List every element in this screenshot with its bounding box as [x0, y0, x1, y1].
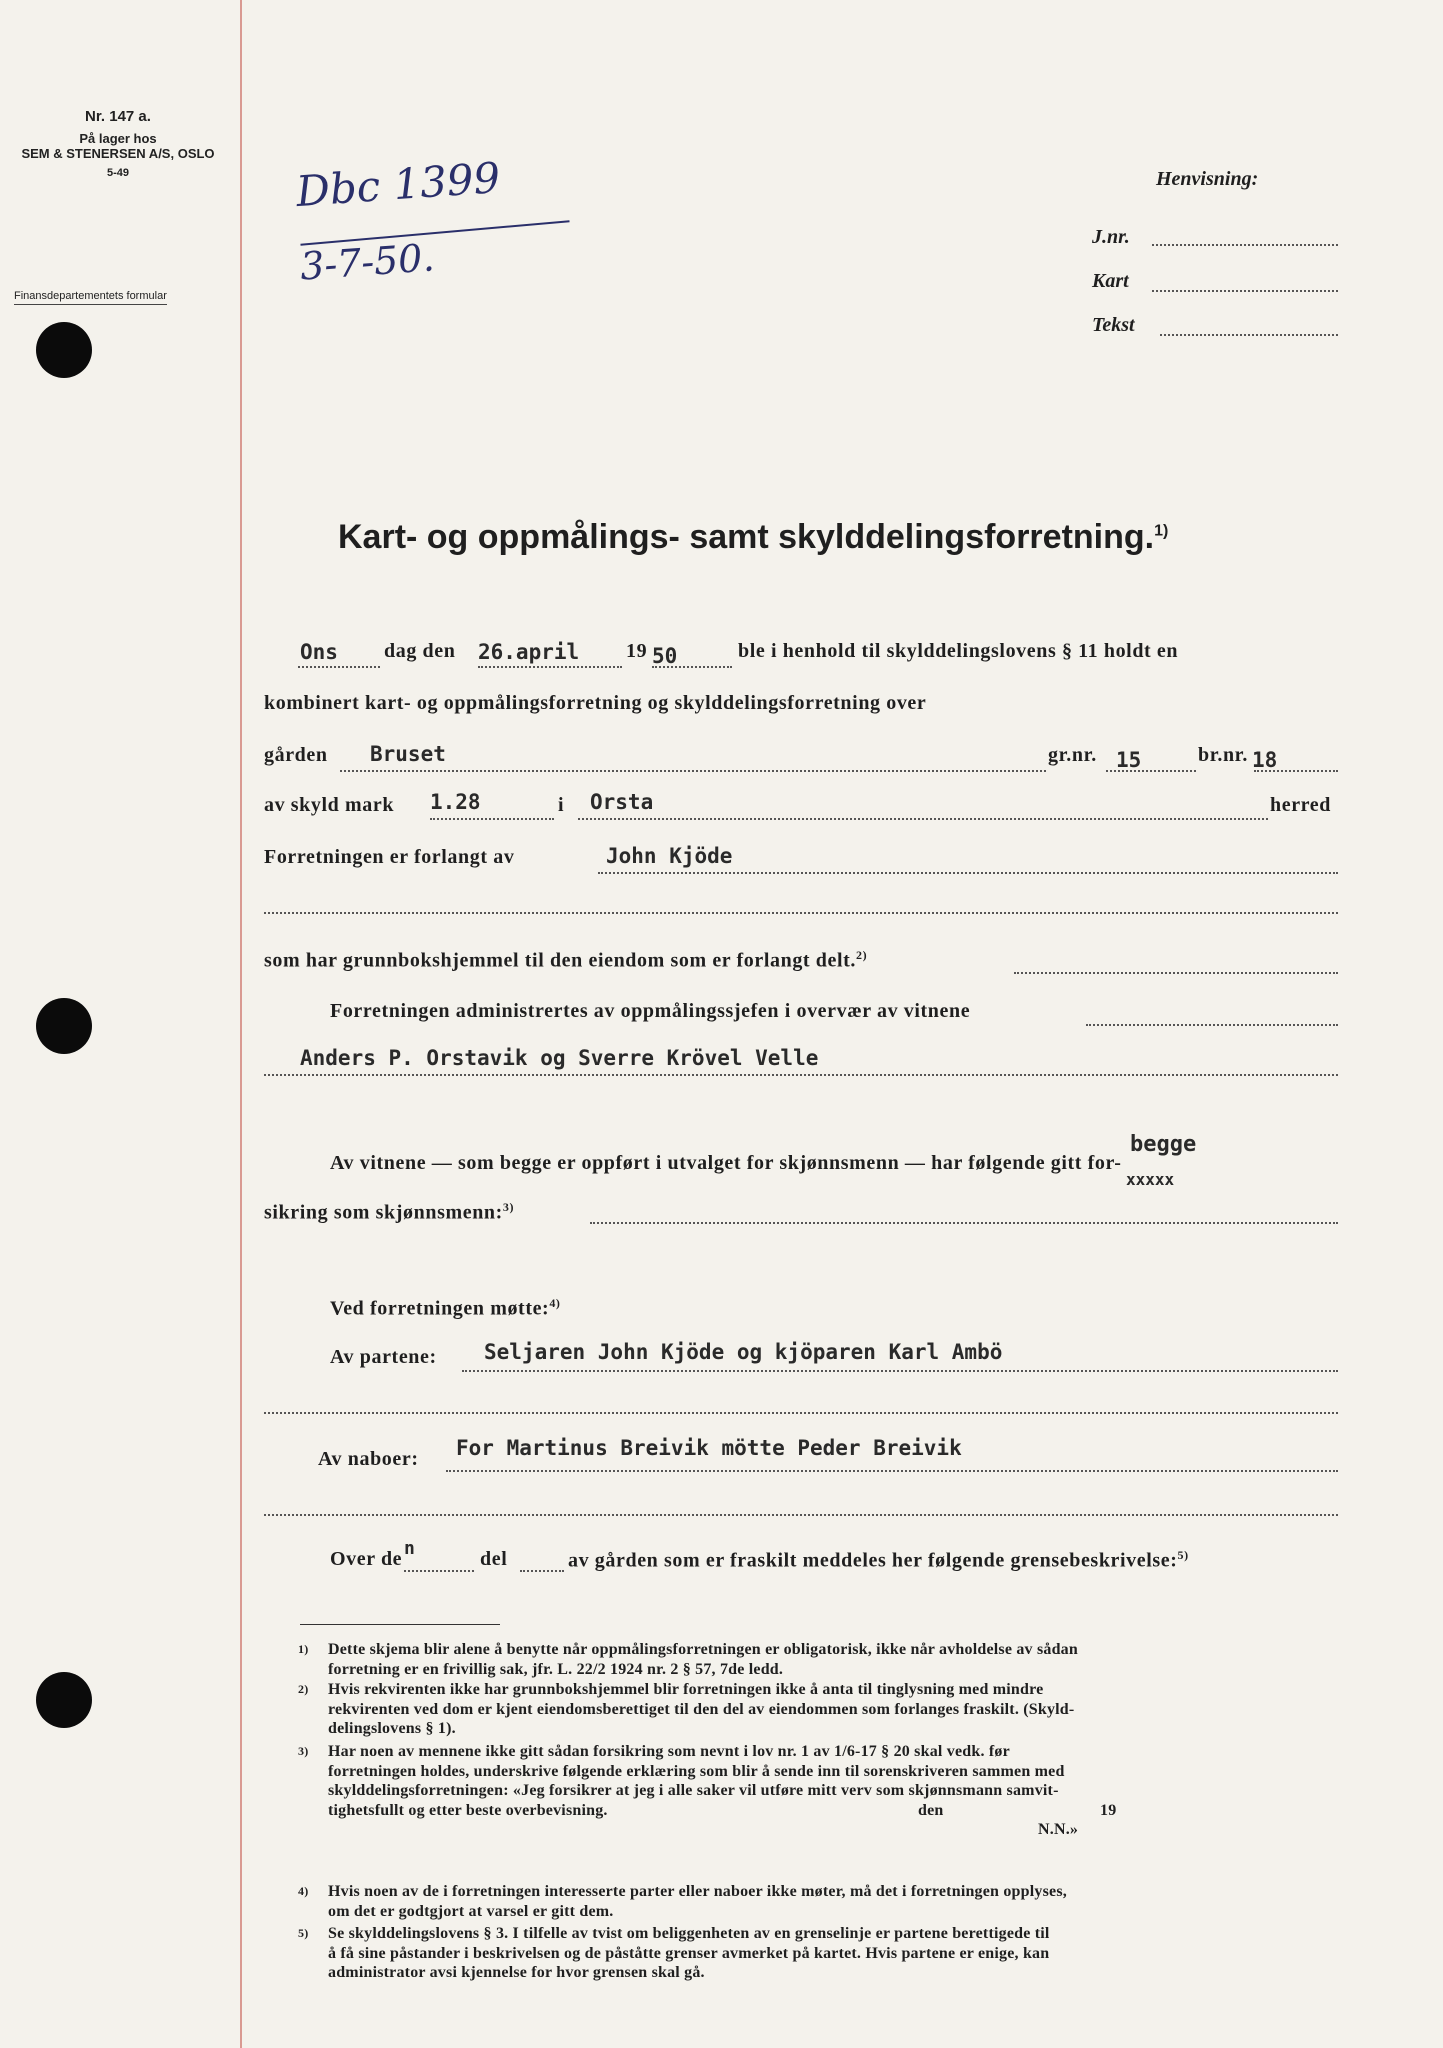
- binder-hole-middle: [36, 998, 92, 1054]
- sign-nn: N.N.»: [1038, 1821, 1079, 1838]
- year-field: [652, 666, 732, 668]
- del-label: del: [480, 1548, 508, 1570]
- footnote-line-sign: [328, 1801, 1338, 1821]
- title-text: Kart- og oppmålings- samt skylddelingsforretning.: [338, 518, 1155, 556]
- footnote-rule: [300, 1624, 500, 1625]
- reference-heading: Henvisning:: [1156, 168, 1259, 190]
- form-number: Nr. 147 a.: [85, 108, 151, 125]
- footnote-4: [298, 1882, 1338, 1921]
- vitner-line2: [264, 1200, 514, 1225]
- footnote-number: 2): [298, 1682, 309, 1696]
- footnote-line: skylddelingsforretningen: «Jeg forsikrer at jeg i alle saker vil utføre mitt verv som skjønnsmann samvit-: [328, 1782, 1059, 1799]
- requested-field-2[interactable]: [264, 912, 1338, 914]
- requested-field: [598, 872, 1338, 874]
- farm-field: [340, 770, 1046, 772]
- binder-hole-bottom: [36, 1672, 92, 1728]
- over-rest: [568, 1548, 1189, 1573]
- footnote-line: Se skylddelingslovens § 3. I tilfelle av tvist om beliggenheten av en grenselinje er partene berettigede til: [328, 1925, 1050, 1942]
- footnote-5: [298, 1924, 1338, 1983]
- sign-den: den: [918, 1801, 944, 1819]
- tekst-field[interactable]: [1160, 334, 1338, 336]
- skyld-label: av skyld mark: [264, 794, 395, 816]
- vitner-strike: xxxxx: [1126, 1170, 1175, 1189]
- over-value[interactable]: n: [404, 1538, 415, 1559]
- herred-field: [578, 818, 1268, 820]
- grnr-value[interactable]: 15: [1116, 748, 1142, 772]
- brnr-label: br.nr.: [1198, 744, 1248, 766]
- footnote-line: forretningen holdes, underskrive følgende erklæring som blir å sende inn til sorenskriveren sammen med: [328, 1762, 1065, 1780]
- kart-field[interactable]: [1152, 290, 1338, 292]
- footnote-line: Har noen av mennene ikke gitt sådan forsikring som nevnt i lov nr. 1 av 1/6-17 § 20 skal vedk. før: [328, 1743, 1010, 1760]
- farm-label: gården: [264, 744, 328, 766]
- neighbours-label: Av naboer:: [318, 1448, 419, 1470]
- herred-label: herred: [1270, 794, 1331, 816]
- met-text: [330, 1296, 561, 1321]
- vitner-line1: Av vitnene — som begge er oppført i utvalget for skjønnsmenn — har følgende gitt for-: [330, 1152, 1122, 1174]
- footnote-line: om det er godtgjort at varsel er gitt dem.: [328, 1902, 614, 1920]
- parties-label: Av partene:: [330, 1346, 437, 1368]
- witnesses-value[interactable]: Anders P. Orstavik og Sverre Krövel Velle: [300, 1046, 819, 1070]
- year-prefix: 19: [626, 640, 648, 662]
- met-label: Ved forretningen møtte:: [330, 1297, 550, 1320]
- title-note: 1): [1154, 522, 1169, 540]
- grnr-field: [1106, 770, 1196, 772]
- brnr-field: [1254, 770, 1338, 772]
- footnote-line: Hvis rekvirenten ikke har grunnbokshjemmel blir forretningen ikke å anta til tinglysning med mindre: [328, 1681, 1044, 1698]
- edition: 5-49: [106, 167, 130, 179]
- margin-rule: [240, 0, 242, 2048]
- herred-value[interactable]: Orsta: [590, 790, 654, 814]
- year-value[interactable]: 50: [652, 644, 678, 668]
- footnote-number: 4): [298, 1884, 309, 1898]
- day-value[interactable]: Ons: [300, 640, 338, 664]
- date-field: [478, 666, 622, 668]
- requested-label: Forretningen er forlangt av: [264, 846, 515, 868]
- footnote-number: 5): [298, 1926, 309, 1940]
- requested-value[interactable]: John Kjöde: [606, 844, 733, 868]
- farm-value[interactable]: Bruset: [370, 742, 446, 766]
- witnesses-field: [264, 1074, 1338, 1076]
- admin-field: [1086, 1024, 1338, 1026]
- parties-field-2[interactable]: [264, 1412, 1338, 1414]
- grunnbok-text: [264, 948, 867, 973]
- neighbours-field: [446, 1470, 1338, 1472]
- vitner-note: 3): [502, 1200, 515, 1214]
- grunnbok-note: 2): [856, 948, 868, 962]
- grunnbok-field[interactable]: [1014, 972, 1338, 974]
- kart-label: Kart: [1092, 270, 1129, 292]
- day-label: dag den: [384, 640, 456, 662]
- footnote-line: tighetsfullt og etter beste overbevisning.: [328, 1801, 608, 1819]
- del-field[interactable]: [520, 1570, 564, 1572]
- skyld-field: [430, 818, 554, 820]
- skyld-value[interactable]: 1.28: [430, 790, 481, 814]
- parties-value[interactable]: Seljaren John Kjöde og kjöparen Karl Ambö: [484, 1340, 1003, 1364]
- met-note: 4): [549, 1296, 561, 1310]
- neighbours-field-2[interactable]: [264, 1514, 1338, 1516]
- footnote-line: administrator avsi kjennelse for hvor grensen skal gå.: [328, 1964, 705, 1981]
- footnote-3: [298, 1742, 1338, 1840]
- footnote-1: [298, 1640, 1338, 1679]
- publisher-name: SEM & STENERSEN A/S, OSLO: [21, 146, 215, 161]
- formular-label: Finansdepartementets formular: [14, 290, 167, 305]
- footnote-line: å få sine påstander i beskrivelsen og de påståtte grenser avmerket på kartet. Hvis partene er enige, kan: [328, 1944, 1050, 1962]
- handwritten-date: 3-7-50.: [298, 235, 436, 289]
- footnote-number: 3): [298, 1744, 309, 1758]
- over-text: av gården som er fraskilt meddeles her følgende grensebeskrivelse:: [568, 1549, 1178, 1572]
- sign-year: 19: [1100, 1801, 1117, 1819]
- date-value[interactable]: 26.april: [478, 640, 580, 664]
- footnote-line: rekvirenten ved dom er kjent eiendomsberettiget til den del av eiendommen som forlanges fraskilt. (Skyld-: [328, 1700, 1075, 1718]
- tekst-label: Tekst: [1092, 314, 1135, 336]
- day-field: [298, 666, 380, 668]
- footnote-number: 1): [298, 1642, 309, 1656]
- vitner-overtype: begge: [1130, 1132, 1197, 1157]
- neighbours-value[interactable]: For Martinus Breivik mötte Peder Breivik: [456, 1436, 962, 1460]
- i-label: i: [558, 794, 565, 816]
- jnr-field[interactable]: [1152, 244, 1338, 246]
- footnote-line: delingslovens § 1).: [328, 1720, 456, 1737]
- parties-field: [462, 1370, 1338, 1372]
- footnote-line: forretning er en frivillig sak, jfr. L. 22/2 1924 nr. 2 § 57, 7de ledd.: [328, 1660, 784, 1678]
- footnote-line: Dette skjema blir alene å benytte når oppmålingsforretningen er obligatorisk, ikke når avholdelse av sådan: [328, 1641, 1078, 1658]
- binder-hole-top: [36, 322, 92, 378]
- jnr-label: J.nr.: [1092, 226, 1130, 248]
- stock-line: På lager hos: [79, 131, 157, 146]
- line2-text: kombinert kart- og oppmålingsforretning og skylddelingsforretning over: [264, 692, 927, 714]
- vitner-field[interactable]: [590, 1222, 1338, 1224]
- grnr-label: gr.nr.: [1048, 744, 1097, 766]
- over-label: Over de: [330, 1548, 403, 1570]
- document-title: [338, 518, 1168, 557]
- grunnbok-label: som har grunnbokshjemmel til den eiendom som er forlangt delt.: [264, 949, 857, 972]
- footnote-2: [298, 1680, 1338, 1739]
- brnr-value[interactable]: 18: [1252, 748, 1278, 772]
- footnote-line: Hvis noen av de i forretningen interesserte parter eller naboer ikke møter, må det i forretningen opplyses,: [328, 1883, 1067, 1900]
- publisher-block: [0, 108, 236, 179]
- handwritten-ref: Dbc 1399: [294, 152, 502, 217]
- vitner-label: sikring som skjønnsmenn:: [264, 1201, 503, 1224]
- line1-text: ble i henhold til skylddelingslovens § 11 holdt en: [738, 640, 1179, 662]
- admin-text: Forretningen administrertes av oppmålingssjefen i overvær av vitnene: [330, 1000, 971, 1022]
- over-field: [404, 1570, 474, 1572]
- over-note: 5): [1177, 1548, 1189, 1562]
